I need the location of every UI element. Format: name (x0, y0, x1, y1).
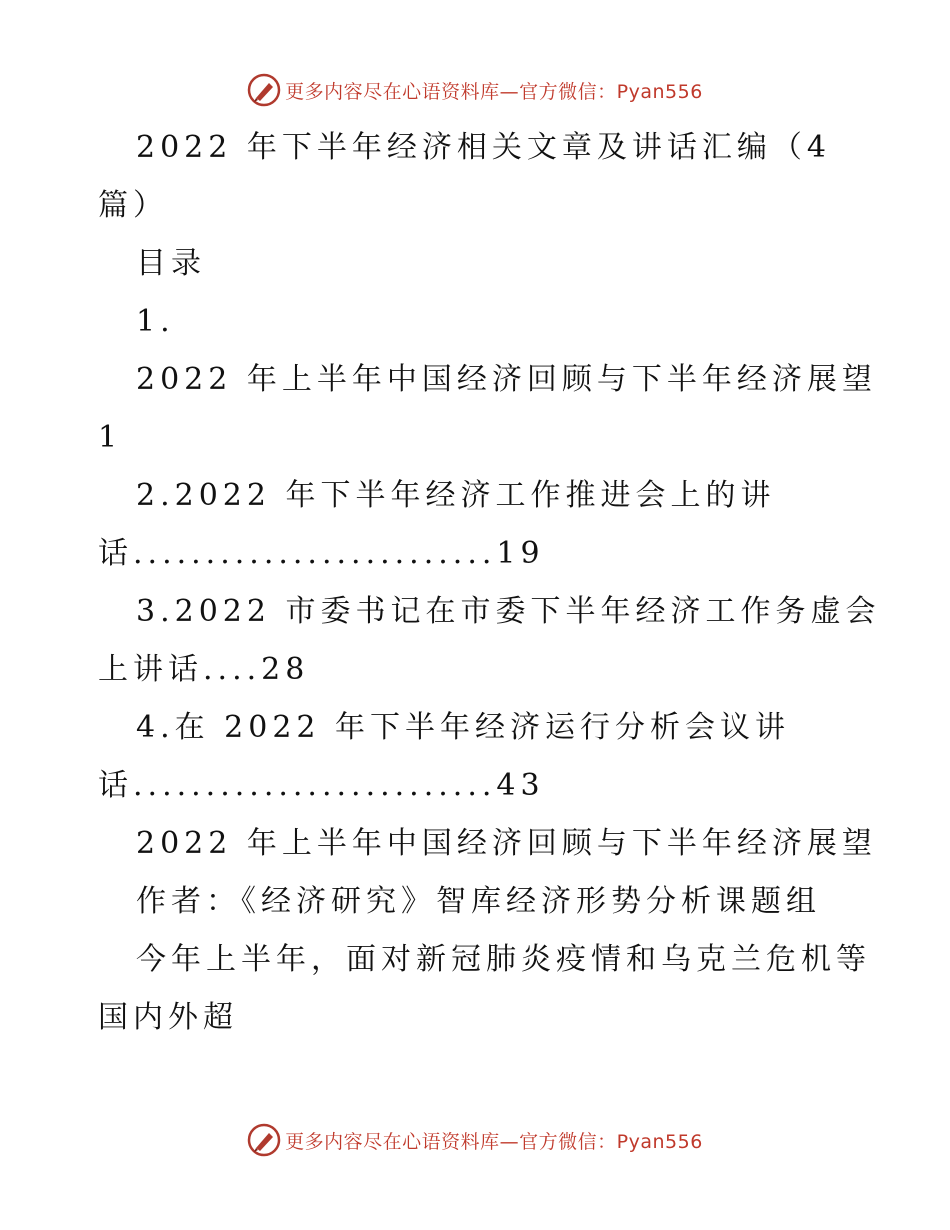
document-title-line-1: 2022 年下半年经济相关文章及讲话汇编（4 (136, 130, 831, 165)
toc-entry-1-number[interactable]: 1. (136, 304, 175, 339)
body-paragraph-line-1: 今年上半年，面对新冠肺炎疫情和乌克兰危机等 (136, 942, 871, 977)
pen-logo-icon (247, 1123, 281, 1157)
watermark-text: 更多内容尽在心语资料库—官方微信：Pyan556 (285, 80, 703, 103)
header-watermark (0, 70, 950, 110)
watermark-text: 更多内容尽在心语资料库—官方微信：Pyan556 (285, 1130, 703, 1153)
footer-watermark (0, 1120, 950, 1160)
toc-entry-4-title[interactable]: 4.在 2022 年下半年经济运行分析会议讲 (136, 710, 791, 745)
toc-entry-2-page[interactable]: 话.........................19 (98, 536, 545, 571)
body-paragraph-line-2: 国内外超 (98, 1000, 238, 1035)
article-author: 作者：《经济研究》智库经济形势分析课题组 (136, 884, 821, 919)
toc-entry-2-title[interactable]: 2.2022 年下半年经济工作推进会上的讲 (136, 478, 776, 513)
toc-entry-1-title[interactable]: 2022 年上半年中国经济回顾与下半年经济展望 (136, 362, 877, 397)
toc-entry-3-title[interactable]: 3.2022 市委书记在市委下半年经济工作务虚会 (136, 594, 881, 629)
toc-entry-1-page[interactable]: 1 (98, 420, 123, 455)
pen-logo-icon (247, 73, 281, 107)
toc-entry-3-page[interactable]: 上讲话....28 (98, 652, 310, 687)
article-title: 2022 年上半年中国经济回顾与下半年经济展望 (136, 826, 877, 861)
document-title-line-2: 篇） (98, 188, 168, 223)
toc-entry-4-page[interactable]: 话.........................43 (98, 768, 545, 803)
toc-heading: 目录 (136, 246, 206, 281)
